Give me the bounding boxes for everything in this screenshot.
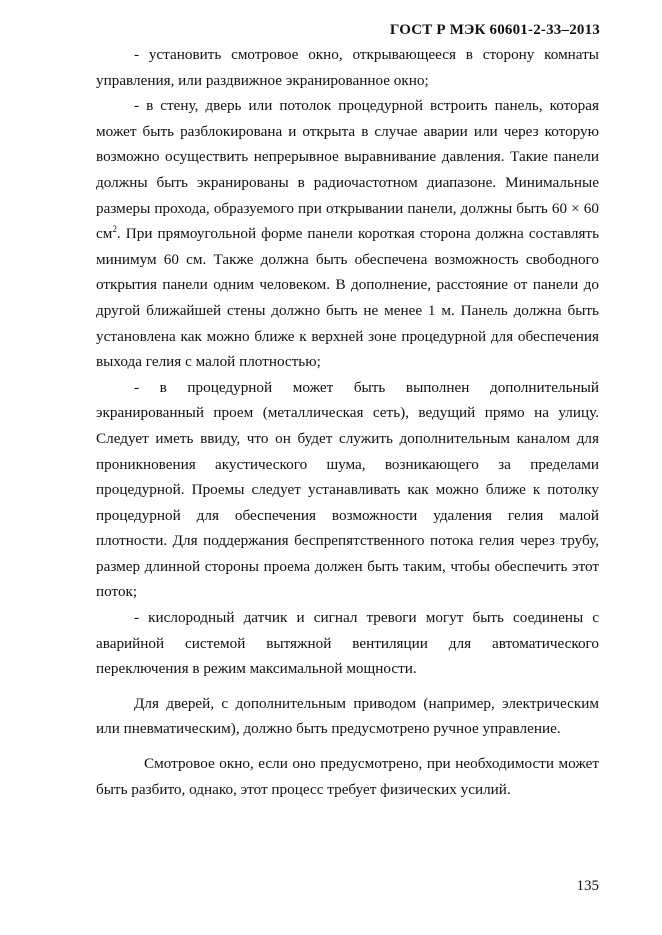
panel-text-after: . При прямоугольной форме панели короткая сторона должна составлять минимум 60 см. Также должна быть обеспечена возможность свободного открытия панели одним человеком. В дополнение, расстояние от панели до другой ближайшей стены должно быть не менее 1 м. Панель должна быть установлена как можно ближе к верхней зоне процедурной для обеспечения выхода гелия с малой плотностью; bbox=[96, 225, 599, 371]
paragraph-panel bbox=[96, 93, 599, 375]
superscript-square: 2 bbox=[112, 224, 117, 235]
paragraph-viewing-window: - установить смотровое окно, открывающееся в сторону комнаты управления, или раздвижное экранированное окно; bbox=[96, 46, 599, 89]
paragraph-doors: Для дверей, с дополнительным приводом (например, электрическим или пневматическим), должно быть предусмотрено ручное управление. bbox=[96, 694, 599, 738]
document-body bbox=[96, 42, 599, 802]
paragraph-oxygen-sensor: - кислородный датчик и сигнал тревоги могут быть соединены с аварийной системой вытяжной вентиляции для автоматического переключения в режим максимальной мощности. bbox=[96, 609, 599, 678]
document-header: ГОСТ Р МЭК 60601-2-33–2013 bbox=[389, 22, 600, 38]
paragraph-window-break: Смотровое окно, если оно предусмотрено, при необходимости может быть разбито, однако, этот процесс требует физических усилий. bbox=[96, 755, 599, 798]
page-number: 135 bbox=[576, 878, 599, 894]
paragraph-opening: - в процедурной может быть выполнен дополнительный экранированный проем (металлическая сеть), ведущий прямо на улицу. Следует иметь ввиду, что он будет служить дополнительным каналом для проникновения акустического шума, возникающего за пределами процедурной. Проемы следует устанавливать как можно ближе к потолку процедурной для обеспечения возможности удаления гелия малой плотности. Для поддержания беспрепятственного потока гелия через трубу, размер длинной стороны проема должен быть таким, чтобы обеспечить этот поток; bbox=[96, 378, 599, 601]
panel-text-before: - в стену, дверь или потолок процедурной встроить панель, которая может быть разблокирована и открыта в случае аварии или через которую возможно осуществить непрерывное выравнивание давления. Такие панели должны быть экранированы в радиочастотном диапазоне. Минимальные размеры прохода, образуемого при открывании панели, должны быть 60 × 60 см bbox=[96, 97, 599, 243]
